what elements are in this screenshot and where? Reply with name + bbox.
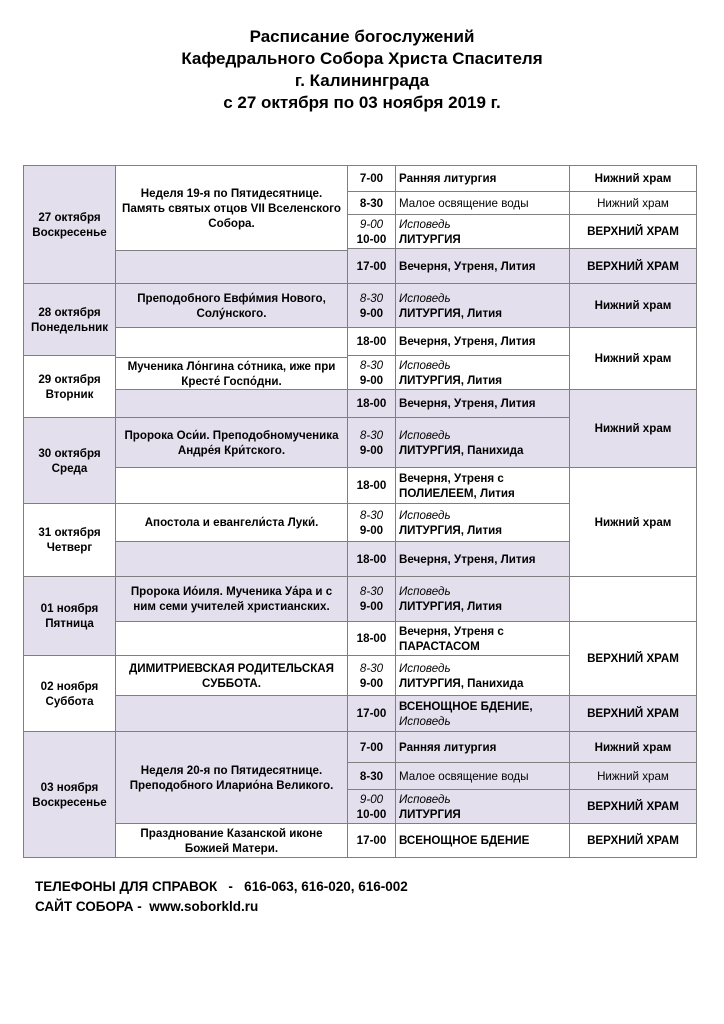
table-row — [24, 468, 697, 504]
location-cell: ВЕРХНИЙ ХРАМ — [570, 622, 697, 696]
time-cell: 18-00 — [348, 328, 396, 356]
phones-line: ТЕЛЕФОНЫ ДЛЯ СПРАВОК - 616-063, 616-020, 616-002 — [35, 879, 408, 894]
time-cell: 7-00 — [348, 732, 396, 763]
service-cell: Исповедь ЛИТУРГИЯ, Панихида — [396, 656, 570, 696]
service-cell: Исповедь ЛИТУРГИЯ, Лития — [396, 577, 570, 622]
service-cell: Исповедь ЛИТУРГИЯ, Лития — [396, 356, 570, 390]
feast-cell: Пророка Оси́и. Преподобномученика Андре́я Кри́тского. — [116, 418, 348, 468]
day-cell: 30 октября Среда — [24, 418, 116, 504]
table-row — [24, 824, 697, 858]
day-cell: 03 ноября Воскресенье — [24, 732, 116, 858]
day-cell: 31 октября Четверг — [24, 504, 116, 577]
title-line: Расписание богослужений — [249, 27, 475, 46]
time-cell: 9-00 10-00 — [348, 790, 396, 824]
site-line — [35, 897, 408, 917]
location-cell: Нижний храм — [570, 328, 697, 390]
location-cell: Нижний храм — [570, 166, 697, 192]
feast-cell — [116, 251, 348, 284]
location-cell: ВЕРХНИЙ ХРАМ — [570, 215, 697, 249]
table-row — [24, 390, 697, 418]
footer — [35, 877, 408, 917]
table-row — [24, 166, 697, 192]
feast-cell — [116, 622, 348, 656]
service-cell: Исповедь ЛИТУРГИЯ, Лития — [396, 504, 570, 542]
location-cell: ВЕРХНИЙ ХРАМ — [570, 824, 697, 858]
time-cell: 18-00 — [348, 468, 396, 504]
feast-cell: Пророка Ио́иля. Мученика Уа́ра и с ним семи учителей христианских. — [116, 577, 348, 622]
service-cell: Исповедь ЛИТУРГИЯ — [396, 215, 570, 249]
time-cell: 8-30 9-00 — [348, 656, 396, 696]
time-cell: 18-00 — [348, 542, 396, 577]
table-row — [24, 284, 697, 328]
day-cell: 02 ноября Суббота — [24, 656, 116, 732]
time-cell: 18-00 — [348, 390, 396, 418]
service-cell: Вечерня, Утреня, Лития — [396, 328, 570, 356]
location-cell: ВЕРХНИЙ ХРАМ — [570, 249, 697, 284]
time-cell: 17-00 — [348, 249, 396, 284]
title-line: г. Калининграда — [294, 71, 430, 90]
time-cell: 17-00 — [348, 824, 396, 858]
service-cell: Вечерня, Утреня, Лития — [396, 249, 570, 284]
service-cell: Ранняя литургия — [396, 166, 570, 192]
feast-cell: Апостола и евангели́ста Луки́. — [116, 504, 348, 542]
feast-cell — [116, 542, 348, 577]
service-cell: Вечерня, Утреня, Лития — [396, 542, 570, 577]
location-cell: ВЕРХНИЙ ХРАМ — [570, 790, 697, 824]
service-cell: ВСЕНОЩНОЕ БДЕНИЕ, Исповедь — [396, 696, 570, 732]
page-title — [0, 26, 724, 114]
feast-cell — [116, 696, 348, 732]
table-row — [24, 732, 697, 763]
feast-cell: ДИМИТРИЕВСКАЯ РОДИТЕЛЬСКАЯ СУББОТА. — [116, 656, 348, 696]
feast-cell: Преподобного Евфи́мия Нового, Солу́нского. — [116, 284, 348, 328]
feast-cell: Неделя 20-я по Пятидесятнице. Преподобного Иларио́на Великого. — [116, 732, 348, 824]
service-cell: Малое освящение воды — [396, 763, 570, 790]
location-cell: Нижний храм — [570, 468, 697, 577]
service-cell: Исповедь ЛИТУРГИЯ, Лития — [396, 284, 570, 328]
service-cell: Вечерня, Утреня с ПАРАСТАСОМ — [396, 622, 570, 656]
time-cell: 8-30 9-00 — [348, 284, 396, 328]
time-cell: 8-30 9-00 — [348, 356, 396, 390]
day-cell: 29 октября Вторник — [24, 356, 116, 418]
day-cell: 28 октября Понедельник — [24, 284, 116, 356]
location-cell: Нижний храм — [570, 284, 697, 328]
schedule-table — [23, 165, 697, 858]
time-cell: 7-00 — [348, 166, 396, 192]
location-cell: Нижний храм — [570, 390, 697, 468]
location-cell: Нижний храм — [570, 732, 697, 763]
service-cell: Исповедь ЛИТУРГИЯ — [396, 790, 570, 824]
location-cell: ВЕРХНИЙ ХРАМ — [570, 696, 697, 732]
table-row — [24, 696, 697, 732]
feast-cell: Мученика Ло́нгина со́тника, иже при Кресте́ Госпо́дни. — [116, 358, 348, 390]
time-cell: 18-00 — [348, 622, 396, 656]
title-line: Кафедрального Собора Христа Спасителя — [181, 49, 543, 68]
feast-cell — [116, 328, 348, 358]
service-cell: Ранняя литургия — [396, 732, 570, 763]
table-row — [24, 622, 697, 656]
feast-cell: Неделя 19-я по Пятидесятнице. Память святых отцов VII Вселенского Собора. — [116, 166, 348, 251]
time-cell: 8-30 — [348, 763, 396, 790]
time-cell: 8-30 — [348, 192, 396, 215]
feast-cell — [116, 468, 348, 504]
service-cell: Малое освящение воды — [396, 192, 570, 215]
table-row — [24, 577, 697, 622]
day-cell: 01 ноября Пятница — [24, 577, 116, 656]
location-cell: Нижний храм — [570, 192, 697, 215]
day-cell: 27 октября Воскресенье — [24, 166, 116, 284]
time-cell: 8-30 9-00 — [348, 418, 396, 468]
title-line: с 27 октября по 03 ноября 2019 г. — [223, 93, 501, 112]
service-cell: Исповедь ЛИТУРГИЯ, Панихида — [396, 418, 570, 468]
table-row — [24, 328, 697, 356]
site-label: САЙТ СОБОРА - — [35, 899, 150, 914]
feast-cell — [116, 390, 348, 418]
time-cell: 8-30 9-00 — [348, 504, 396, 542]
service-cell: Вечерня, Утреня с ПОЛИЕЛЕЕМ, Лития — [396, 468, 570, 504]
time-cell: 8-30 9-00 — [348, 577, 396, 622]
service-cell: ВСЕНОЩНОЕ БДЕНИЕ — [396, 824, 570, 858]
feast-cell: Празднование Казанской иконе Божией Матери. — [116, 824, 348, 858]
location-cell: Нижний храм — [570, 763, 697, 790]
time-cell: 9-00 10-00 — [348, 215, 396, 249]
site-link[interactable]: www.soborkld.ru — [149, 899, 259, 914]
time-cell: 17-00 — [348, 696, 396, 732]
service-cell: Вечерня, Утреня, Лития — [396, 390, 570, 418]
